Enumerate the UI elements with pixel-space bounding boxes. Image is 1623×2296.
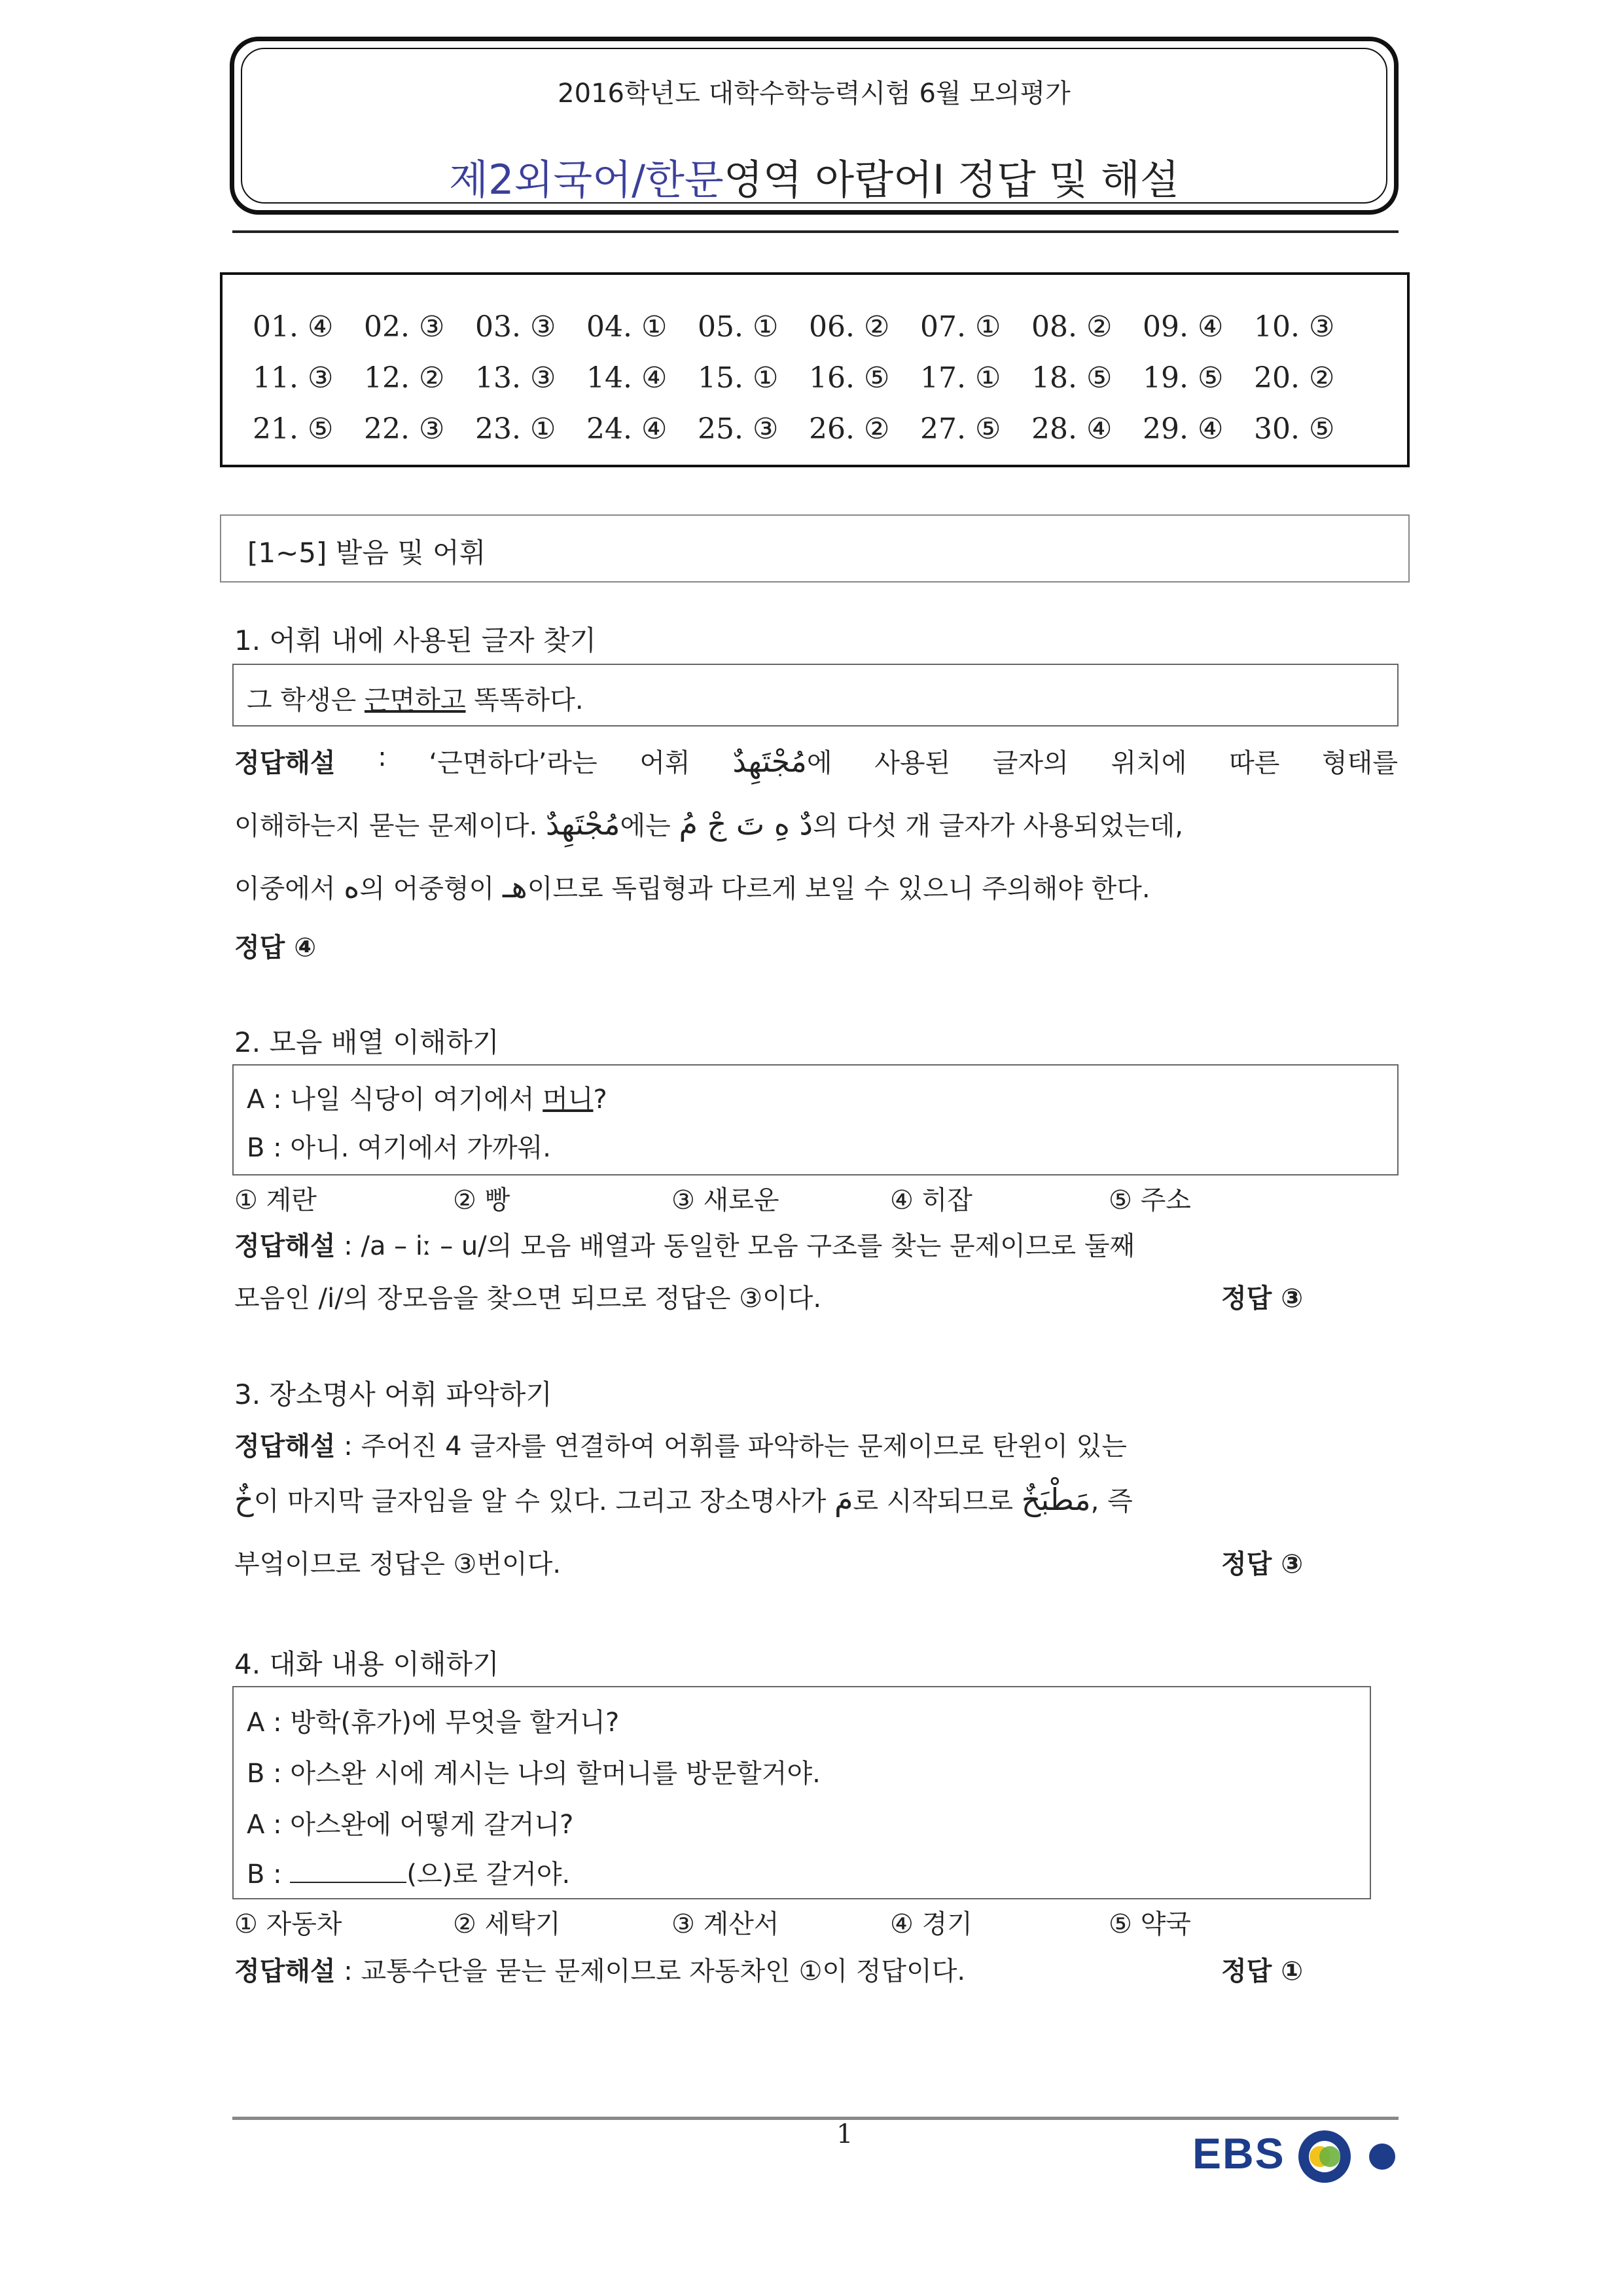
q1-exp-word3: [732, 742, 832, 780]
exam-title: 2016학년도 대학수학능력시험 6월 모의평가: [558, 79, 1071, 109]
q1-line2-post: 의 다섯 개 글자가 사용되었는데,: [813, 811, 1183, 841]
q1-line3-mid: 의 어중형이: [359, 874, 503, 904]
q4-options: [234, 1903, 1281, 1937]
answer-cell: 27. ⑤: [920, 412, 1001, 446]
q2-title: 2. 모음 배열 이해하기: [234, 1026, 499, 1058]
q4-option-1: ① 자동차: [234, 1909, 342, 1939]
q2-box-line2: B : 아니. 여기에서 가까워.: [247, 1133, 551, 1163]
q2-box-line1: [247, 1079, 607, 1116]
q1-box: [232, 664, 1399, 726]
q1-arabic-word: مُجْتَهِدٌ: [732, 744, 807, 779]
answer-cell: 04. ①: [586, 310, 668, 344]
q2-option-2: ② 빵: [453, 1185, 510, 1215]
q4-exp-line: [234, 1950, 965, 1988]
q1-exp-line2: [234, 805, 1183, 842]
q2-exp-label: 정답해설: [234, 1231, 336, 1261]
q3-line2-post: , 즉: [1090, 1486, 1133, 1516]
q1-exp-word7: 따른: [1229, 748, 1280, 778]
q1-exp-label: 정답해설: [234, 748, 336, 778]
q3-answer: 정답 ③: [1221, 1549, 1304, 1579]
q2-line1-pre: A : 나일 식당이 여기에서: [247, 1085, 543, 1115]
q1-exp-word6: 위치에: [1111, 748, 1187, 778]
answer-cell: 02. ③: [364, 310, 445, 344]
answer-cell: 30. ⑤: [1254, 412, 1335, 446]
q3-exp-label: 정답해설: [234, 1431, 336, 1462]
q1-line3-post: 이므로 독립형과 다르게 보일 수 있으니 주의해야 한다.: [527, 874, 1150, 904]
q1-exp-particle: 에: [806, 748, 832, 778]
q1-exp-line3: [234, 868, 1150, 905]
answer-cell: 03. ③: [475, 310, 556, 344]
q1-exp-word8: 형태를: [1322, 748, 1398, 778]
ebs-logo-text: EBS: [1192, 2129, 1285, 2178]
q1-box-pre: 그 학생은: [247, 685, 365, 715]
answer-cell: 01. ④: [253, 310, 334, 344]
answer-cell: 11. ③: [253, 361, 334, 395]
q3-exp-line1: [234, 1426, 1127, 1463]
q2-option-1: ① 계란: [234, 1185, 317, 1215]
answer-cell: 24. ④: [586, 412, 668, 446]
q1-title: 1. 어휘 내에 사용된 글자 찾기: [234, 624, 597, 656]
q4-box-line4: [247, 1854, 570, 1891]
q2-box: [232, 1064, 1399, 1175]
answer-cell: 15. ①: [698, 361, 779, 395]
q3-exp-text1: : 주어진 4 글자를 연결하여 어휘를 파악하는 문제이므로 탄윈이 있는: [344, 1431, 1127, 1462]
q4-line4-post: (으)로 갈거야.: [406, 1859, 571, 1890]
page-number: 1: [836, 2119, 853, 2149]
q3-title: 3. 장소명사 어휘 파악하기: [234, 1378, 552, 1410]
q1-line2-mid: 에는: [620, 811, 679, 841]
q4-answer: 정답 ①: [1221, 1956, 1304, 1986]
q1-exp-word4: 사용된: [874, 748, 951, 778]
section-box: [220, 514, 1410, 583]
q3-line2-mid2: 로 시작되므로: [853, 1486, 1022, 1516]
footer-rule: [232, 2117, 1399, 2120]
q4-blank: [290, 1858, 406, 1883]
q1-arabic-ha: ه: [344, 869, 360, 905]
q1-answer: 정답 ④: [234, 933, 317, 963]
q2-exp-line1: [234, 1225, 1135, 1263]
q3-arabic-matbakh: مَطْبَخٌ: [1021, 1482, 1091, 1517]
q1-line3-pre: 이중에서: [234, 874, 344, 904]
answer-cell: 09. ④: [1143, 310, 1224, 344]
answer-cell: 25. ③: [698, 412, 779, 446]
header-box: [230, 37, 1399, 215]
answer-cell: 19. ⑤: [1143, 361, 1224, 395]
answer-cell: 23. ①: [475, 412, 556, 446]
answer-cell: 06. ②: [809, 310, 890, 344]
q2-line1-underlined: 머니: [543, 1085, 594, 1115]
q4-option-4: ④ 경기: [890, 1909, 972, 1939]
q1-exp-line1: [234, 742, 1398, 780]
q3-arabic-kha: خٌ: [234, 1482, 254, 1517]
q1-arabic-ha-medial: هـ: [503, 869, 527, 905]
answer-cell: 10. ③: [1254, 310, 1335, 344]
answer-cell: 18. ⑤: [1031, 361, 1113, 395]
subject-title-rest: 영역 아랍어Ⅰ 정답 및 해설: [723, 156, 1179, 204]
q4-option-5: ⑤ 약국: [1109, 1909, 1191, 1939]
q3-arabic-ma: مَ: [834, 1482, 853, 1517]
q2-option-5: ⑤ 주소: [1109, 1185, 1191, 1215]
answer-cell: 12. ②: [364, 361, 445, 395]
q1-exp-word1: ‘근면하다’라는: [429, 748, 597, 778]
q1-box-post: 똑똑하다.: [465, 685, 584, 715]
q1-box-text: [247, 679, 584, 717]
answer-cell: 22. ③: [364, 412, 445, 446]
answer-table: [220, 272, 1410, 467]
q4-box: [232, 1686, 1371, 1899]
q4-exp-text: : 교통수단을 묻는 문제이므로 자동차인 ①이 정답이다.: [344, 1956, 966, 1986]
q1-box-underlined: 근면하고: [365, 685, 466, 715]
q1-exp-word2: 어휘: [639, 748, 690, 778]
answer-cell: 17. ①: [920, 361, 1001, 395]
q1-arabic-letters: دٌ هِ تَ جْ مُ: [679, 806, 813, 842]
ebs-logo: [1192, 2127, 1402, 2186]
section-title: [1~5] 발음 및 어휘: [247, 537, 486, 569]
subject-title-blue: 제2외국어/한문: [449, 156, 724, 204]
q4-box-line3: A : 아스완에 어떻게 갈거니?: [247, 1810, 574, 1840]
answer-cell: 08. ②: [1031, 310, 1113, 344]
q4-exp-label: 정답해설: [234, 1956, 336, 1986]
answer-cell: 26. ②: [809, 412, 890, 446]
answer-cell: 13. ③: [475, 361, 556, 395]
answer-cell: 16. ⑤: [809, 361, 890, 395]
answer-cell: 20. ②: [1254, 361, 1335, 395]
q4-line4-pre: B :: [247, 1859, 291, 1890]
answer-cell: 21. ⑤: [253, 412, 334, 446]
answer-cell: 07. ①: [920, 310, 1001, 344]
q2-line1-post: ?: [593, 1085, 607, 1115]
q2-options: [234, 1179, 1281, 1213]
q3-exp-line2: [234, 1480, 1133, 1518]
ebs-logo-circles-icon: [1296, 2127, 1402, 2186]
answer-cell: 29. ④: [1143, 412, 1224, 446]
q4-box-line2: B : 아스완 시에 계시는 나의 할머니를 방문할거야.: [247, 1759, 821, 1789]
subject-title: [234, 147, 1394, 206]
q1-exp-word5: 글자의: [992, 748, 1069, 778]
q2-exp-line2: 모음인 /i/의 장모음을 찾으면 되므로 정답은 ③이다.: [234, 1283, 822, 1314]
q1-line2-arabic-word: مُجْتَهِدٌ: [545, 806, 620, 842]
q4-box-line1: A : 방학(휴가)에 무엇을 할거니?: [247, 1708, 620, 1738]
answer-cell: 14. ④: [586, 361, 668, 395]
q4-title: 4. 대화 내용 이해하기: [234, 1648, 499, 1680]
q4-option-2: ② 세탁기: [453, 1909, 561, 1939]
q2-answer: 정답 ③: [1221, 1283, 1304, 1314]
q1-line2-pre: 이해하는지 묻는 문제이다.: [234, 811, 546, 841]
q1-exp-colon: :: [378, 742, 387, 772]
q2-exp-text1: : /a – iː – u/의 모음 배열과 동일한 모음 구조를 찾는 문제이므로 둘째: [344, 1231, 1135, 1261]
q2-option-4: ④ 히잡: [890, 1185, 972, 1215]
q3-line2-mid: 이 마지막 글자임을 알 수 있다. 그리고 장소명사가: [253, 1486, 834, 1516]
q2-option-3: ③ 새로운: [671, 1185, 779, 1215]
header-rule: [232, 230, 1399, 233]
answer-cell: 28. ④: [1031, 412, 1113, 446]
q3-exp-line3: 부엌이므로 정답은 ③번이다.: [234, 1549, 562, 1579]
answer-cell: 05. ①: [698, 310, 779, 344]
q4-option-3: ③ 계산서: [671, 1909, 779, 1939]
